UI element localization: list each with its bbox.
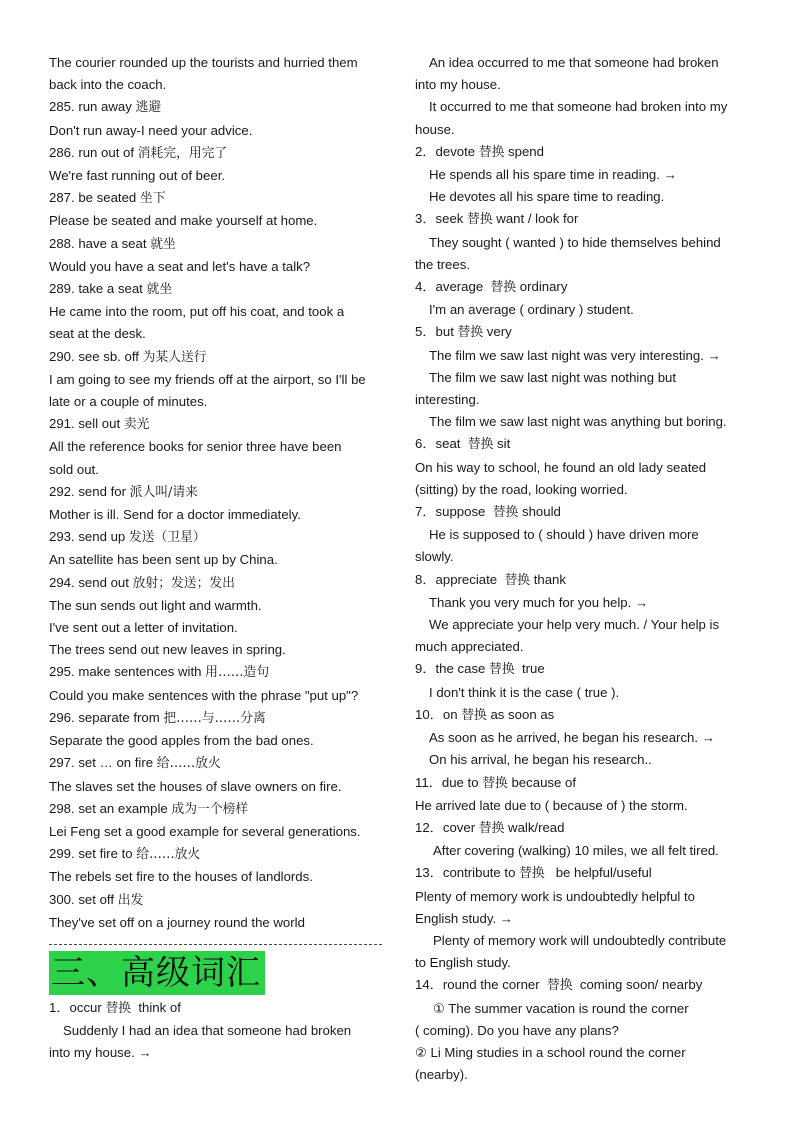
line-text: It occurred to me that someone had broken into my bbox=[429, 99, 728, 115]
text-line bbox=[415, 74, 760, 96]
line-text-tail: think of bbox=[131, 999, 181, 1015]
line-text: On his arrival, he began his research.. bbox=[429, 752, 652, 768]
line-text-tail: because of bbox=[507, 774, 576, 790]
text-line bbox=[49, 549, 394, 571]
chinese-gloss: 替换 bbox=[519, 866, 545, 882]
chinese-gloss: 放射；发送；发出 bbox=[132, 575, 235, 591]
line-text: house. bbox=[415, 121, 455, 137]
text-line bbox=[415, 974, 760, 997]
text-line bbox=[49, 165, 394, 187]
text-line bbox=[49, 776, 394, 798]
line-text: 297. set … on fire bbox=[49, 755, 157, 771]
chinese-gloss: 为某人送行 bbox=[142, 349, 207, 365]
text-line bbox=[415, 817, 760, 840]
line-text: 292. send for bbox=[49, 483, 130, 499]
line-text: Plenty of memory work is undoubtedly helpful to bbox=[415, 888, 696, 904]
line-text: 296. separate from bbox=[49, 709, 164, 725]
line-text: back into the coach. bbox=[49, 77, 167, 93]
line-text: to English study. bbox=[415, 955, 511, 971]
line-text-tail: true bbox=[514, 661, 545, 677]
text-line bbox=[415, 141, 760, 164]
line-text-tail: as soon as bbox=[486, 706, 555, 722]
chinese-gloss: 替换 bbox=[482, 775, 508, 791]
text-line bbox=[49, 707, 394, 730]
line-text: He devotes all his spare time to reading. bbox=[429, 189, 665, 205]
chinese-gloss: 替换 bbox=[461, 707, 487, 723]
text-line bbox=[415, 501, 760, 524]
line-text-tail: walk/read bbox=[504, 819, 565, 835]
text-line bbox=[415, 749, 760, 771]
line-text: Plenty of memory work will undoubtedly contribute bbox=[433, 932, 727, 948]
left-after-lines bbox=[49, 997, 394, 1065]
text-line bbox=[49, 685, 394, 707]
chinese-gloss: 替换 bbox=[105, 1000, 132, 1016]
text-line bbox=[49, 866, 394, 888]
text-line bbox=[49, 52, 394, 74]
chinese-gloss: 替换 bbox=[546, 978, 573, 994]
line-text: 9．the case bbox=[415, 661, 490, 677]
line-text: I am going to see my friends off at the airport, so I'll be bbox=[49, 371, 366, 387]
chinese-gloss: 替换 bbox=[489, 662, 515, 678]
line-text: 295. make sentences with bbox=[49, 664, 206, 680]
line-text: The courier rounded up the tourists and hurried them bbox=[49, 55, 358, 70]
line-text-tail: very bbox=[483, 324, 512, 340]
text-line bbox=[415, 952, 760, 974]
line-text: We appreciate your help very much. / Your help is bbox=[429, 617, 720, 633]
text-line bbox=[415, 254, 760, 276]
text-line bbox=[49, 233, 394, 256]
line-text: seat at the desk. bbox=[49, 326, 146, 342]
line-text: 286. run out of bbox=[49, 144, 138, 160]
text-line bbox=[415, 998, 760, 1020]
text-line bbox=[49, 617, 394, 639]
text-line bbox=[415, 658, 760, 681]
line-text: 300. set off bbox=[49, 891, 118, 907]
line-text: ② Li Ming studies in a school round the corner bbox=[415, 1044, 686, 1060]
text-line bbox=[415, 367, 760, 389]
text-line bbox=[49, 187, 394, 210]
chinese-gloss: 把……与……分离 bbox=[163, 710, 266, 726]
line-text: 13．contribute to bbox=[415, 865, 520, 881]
text-line bbox=[49, 459, 394, 481]
line-text: Would you have a seat and let's have a talk? bbox=[49, 258, 311, 274]
chinese-gloss: 逃避 bbox=[135, 100, 162, 116]
line-text-tail: spend bbox=[504, 143, 544, 159]
chinese-gloss: 用……造句 bbox=[205, 665, 270, 681]
text-line bbox=[49, 1020, 394, 1042]
line-text-tail: sit bbox=[493, 436, 511, 452]
text-line bbox=[49, 323, 394, 345]
text-line bbox=[49, 481, 394, 504]
text-line bbox=[49, 301, 394, 323]
text-line bbox=[415, 546, 760, 568]
text-line bbox=[415, 389, 760, 411]
line-text: The film we saw last night was very interesting. → bbox=[429, 347, 721, 363]
line-text-tail: coming soon/ nearby bbox=[572, 977, 703, 993]
text-line bbox=[415, 772, 760, 795]
text-line bbox=[49, 798, 394, 821]
line-text: English study. → bbox=[415, 910, 513, 926]
text-line bbox=[415, 96, 760, 118]
line-text: I've sent out a letter of invitation. bbox=[49, 620, 238, 636]
line-text: 298. set an example bbox=[49, 800, 172, 816]
text-line bbox=[49, 256, 394, 278]
line-text: Suddenly I had an idea that someone had broken bbox=[63, 1023, 352, 1039]
text-line bbox=[49, 639, 394, 661]
text-line bbox=[415, 614, 760, 636]
text-line bbox=[415, 345, 760, 367]
text-line bbox=[415, 727, 760, 749]
line-text: The sun sends out light and warmth. bbox=[49, 597, 262, 613]
text-line bbox=[49, 278, 394, 301]
text-line bbox=[49, 843, 394, 866]
text-line bbox=[49, 661, 394, 684]
line-text: He arrived late due to ( because of ) the storm. bbox=[415, 797, 688, 813]
line-text: 11．due to bbox=[415, 774, 483, 790]
line-text: The film we saw last night was anything but boring. bbox=[429, 414, 727, 430]
line-text: The rebels set fire to the houses of landlords. bbox=[49, 869, 313, 885]
line-text: 14．round the corner bbox=[415, 977, 547, 993]
line-text: (sitting) by the road, looking worried. bbox=[415, 481, 628, 497]
line-text-tail: ordinary bbox=[516, 279, 568, 295]
line-text: sold out. bbox=[49, 461, 99, 477]
text-line bbox=[49, 997, 394, 1020]
line-text: On his way to school, he found an old lady seated bbox=[415, 459, 707, 475]
text-line bbox=[415, 682, 760, 704]
text-line bbox=[49, 369, 394, 391]
line-text: 299. set fire to bbox=[49, 846, 137, 862]
line-text: They've set off on a journey round the world bbox=[49, 914, 305, 930]
text-line bbox=[415, 908, 760, 930]
line-text: 10．on bbox=[415, 706, 462, 722]
chinese-gloss: 替换 bbox=[492, 505, 519, 521]
text-line bbox=[415, 411, 760, 433]
line-text: 7．suppose bbox=[415, 504, 493, 520]
line-text-tail: thank bbox=[530, 571, 566, 587]
line-text: 291. sell out bbox=[49, 416, 124, 432]
line-text: Please be seated and make yourself at home. bbox=[49, 213, 318, 229]
text-line bbox=[49, 889, 394, 912]
section-title: 三、高级词汇 bbox=[49, 951, 265, 995]
line-text: (nearby). bbox=[415, 1067, 468, 1083]
text-line bbox=[49, 572, 394, 595]
text-line bbox=[415, 1064, 760, 1086]
left-lines bbox=[49, 52, 394, 934]
text-line bbox=[415, 321, 760, 344]
chinese-gloss: 出发 bbox=[117, 892, 144, 908]
line-text: 1．occur bbox=[49, 999, 106, 1015]
text-line bbox=[415, 862, 760, 885]
line-text: 8．appreciate bbox=[415, 571, 505, 587]
chinese-gloss: 就坐 bbox=[150, 236, 176, 252]
line-text-tail: want / look for bbox=[492, 211, 579, 227]
text-line bbox=[415, 795, 760, 817]
line-text: 4．average bbox=[415, 279, 491, 295]
line-text: the trees. bbox=[415, 256, 470, 272]
chinese-gloss: 替换 bbox=[457, 325, 484, 341]
line-text: interesting. bbox=[415, 392, 480, 408]
text-line bbox=[415, 276, 760, 299]
text-line bbox=[49, 912, 394, 934]
chinese-gloss: 坐下 bbox=[139, 191, 166, 207]
text-line bbox=[415, 840, 760, 862]
line-text: 290. see sb. off bbox=[49, 348, 143, 364]
line-text: 293. send up bbox=[49, 529, 129, 545]
chinese-gloss: 卖光 bbox=[123, 417, 150, 433]
text-line bbox=[415, 208, 760, 231]
text-line bbox=[415, 119, 760, 141]
chinese-gloss: 给……放火 bbox=[136, 847, 201, 863]
text-line bbox=[415, 1042, 760, 1064]
line-text: 288. have a seat bbox=[49, 235, 151, 251]
text-line bbox=[49, 821, 394, 843]
text-line bbox=[49, 142, 394, 165]
text-line bbox=[415, 479, 760, 501]
text-line bbox=[49, 730, 394, 752]
line-text: The film we saw last night was nothing but bbox=[429, 369, 677, 385]
text-line bbox=[415, 636, 760, 658]
line-text: He spends all his spare time in reading. → bbox=[429, 167, 677, 183]
text-line bbox=[415, 186, 760, 208]
line-text: much appreciated. bbox=[415, 639, 524, 655]
text-line bbox=[415, 52, 760, 74]
text-line bbox=[415, 886, 760, 908]
line-text: 6．seat bbox=[415, 436, 468, 452]
line-text: into my house. bbox=[415, 77, 501, 93]
text-line bbox=[49, 96, 394, 119]
text-line bbox=[49, 436, 394, 458]
chinese-gloss: 派人叫/请来 bbox=[129, 484, 198, 500]
chinese-gloss: 替换 bbox=[504, 572, 531, 588]
line-text: 285. run away bbox=[49, 99, 136, 115]
line-text: An satellite has been sent up by China. bbox=[49, 552, 278, 568]
chinese-gloss: 发送（卫星） bbox=[128, 530, 206, 546]
text-line bbox=[49, 346, 394, 369]
line-text: 5．but bbox=[415, 324, 458, 340]
line-text: All the reference books for senior three have been bbox=[49, 439, 342, 455]
text-line bbox=[415, 164, 760, 186]
text-line bbox=[415, 457, 760, 479]
text-line bbox=[49, 526, 394, 549]
line-text: 287. be seated bbox=[49, 190, 140, 206]
chinese-gloss: 替换 bbox=[490, 280, 517, 296]
line-text: Thank you very much for you help. → bbox=[429, 594, 649, 610]
line-text: ( coming). Do you have any plans? bbox=[415, 1022, 619, 1038]
left-column bbox=[49, 52, 394, 1065]
text-line bbox=[49, 120, 394, 142]
text-line bbox=[415, 232, 760, 254]
text-line bbox=[415, 704, 760, 727]
line-text: Don't run away-I need your advice. bbox=[49, 122, 253, 138]
chinese-gloss: 消耗完，用完了 bbox=[137, 145, 228, 161]
text-line bbox=[49, 413, 394, 436]
text-line bbox=[415, 569, 760, 592]
line-text: I'm an average ( ordinary ) student. bbox=[429, 302, 634, 318]
text-line bbox=[49, 391, 394, 413]
text-line bbox=[415, 299, 760, 321]
line-text: ① The summer vacation is round the corner bbox=[433, 1000, 689, 1016]
line-text: They sought ( wanted ) to hide themselves behind bbox=[429, 234, 721, 250]
right-lines bbox=[415, 52, 760, 1086]
text-line bbox=[49, 74, 394, 96]
right-column bbox=[415, 52, 760, 1086]
line-text: The trees send out new leaves in spring. bbox=[49, 642, 286, 658]
chinese-gloss: 替换 bbox=[467, 212, 493, 228]
line-text: He is supposed to ( should ) have driven more bbox=[429, 527, 699, 543]
line-text: He came into the room, put off his coat, and took a bbox=[49, 304, 345, 320]
chinese-gloss: 替换 bbox=[478, 820, 505, 836]
line-text: After covering (walking) 10 miles, we all felt tired. bbox=[433, 843, 719, 859]
chinese-gloss: 替换 bbox=[467, 437, 494, 453]
text-line bbox=[415, 524, 760, 546]
line-text-tail: should bbox=[518, 504, 561, 520]
line-text: Mother is ill. Send for a doctor immediately. bbox=[49, 507, 301, 523]
text-line bbox=[49, 210, 394, 232]
line-text: Lei Feng set a good example for several generations. bbox=[49, 823, 361, 839]
chinese-gloss: 替换 bbox=[478, 144, 505, 160]
chinese-gloss: 成为一个榜样 bbox=[171, 801, 249, 817]
line-text: slowly. bbox=[415, 549, 454, 565]
text-line bbox=[415, 433, 760, 456]
text-line bbox=[415, 1020, 760, 1042]
line-text: 294. send out bbox=[49, 574, 133, 590]
line-text: 2．devote bbox=[415, 143, 479, 159]
text-line bbox=[415, 930, 760, 952]
line-text-tail: be helpful/useful bbox=[544, 865, 652, 881]
chinese-gloss: 就坐 bbox=[146, 282, 173, 298]
text-line bbox=[49, 1042, 394, 1064]
line-text: into my house. → bbox=[49, 1045, 152, 1061]
section-divider bbox=[49, 944, 382, 945]
line-text: 3．seek bbox=[415, 211, 468, 227]
line-text: The slaves set the houses of slave owners on fire. bbox=[49, 778, 342, 794]
chinese-gloss: 给……放火 bbox=[156, 756, 221, 772]
line-text: We're fast running out of beer. bbox=[49, 168, 226, 184]
line-text: An idea occurred to me that someone had broken bbox=[429, 55, 719, 70]
line-text: Could you make sentences with the phrase "put up"? bbox=[49, 687, 359, 703]
text-line bbox=[415, 592, 760, 614]
line-text: Separate the good apples from the bad ones. bbox=[49, 733, 314, 749]
line-text: I don't think it is the case ( true ). bbox=[429, 684, 620, 700]
line-text: As soon as he arrived, he began his research. → bbox=[429, 730, 715, 746]
line-text: 289. take a seat bbox=[49, 281, 147, 297]
text-line bbox=[49, 752, 394, 775]
text-line bbox=[49, 504, 394, 526]
text-line bbox=[49, 595, 394, 617]
line-text: 12．cover bbox=[415, 819, 479, 835]
line-text: late or a couple of minutes. bbox=[49, 394, 208, 410]
